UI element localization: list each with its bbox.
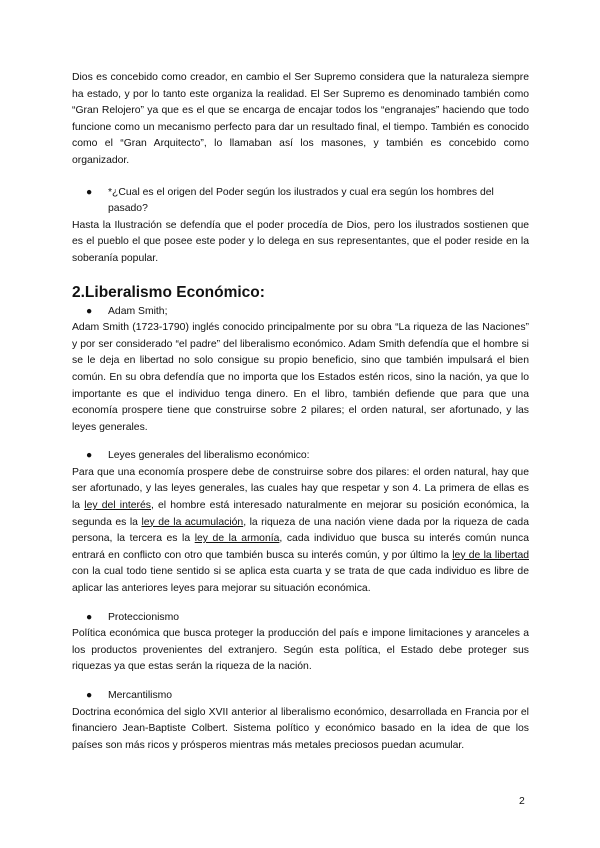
intro-paragraph: Dios es concebido como creador, en cambio el Ser Supremo considera que la naturaleza siempre ha estado, y por lo tanto este organiza la realidad. El Ser Supremo es denominado también como “Gran Relojero” ya que es el que se encarga de encajar todos los “engranajes” haciendo que todo funcione como un mecanismo perfecto para dar un resultado final, el tiempo. También es conocido como el “Gran Arquitecto”, lo llamaban así los masones, y también es concebido como organizador. [72,72,529,166]
bullet-label: Adam Smith; [108,305,168,317]
page-number: 2 [519,796,525,807]
section-heading: 2.Liberalismo Económico: [72,283,265,301]
ley-interes-term: ley del interés [84,500,151,512]
proteccionismo-paragraph: Política económica que busca proteger la producción del país e impone limitaciones y aranceles a los productos provenientes del extranjero. Según esta política, el Estado debe proteger sus riquezas ya que estas serán la riqueza de la nación. [72,628,529,673]
bullet-leyes-generales [72,448,529,465]
bullet-icon: ● [86,186,93,198]
leyes-text: , la riqueza de una nación viene dada por la riqueza de cada persona, la tercera es la [72,516,529,545]
bullet-label: Mercantilismo [108,690,173,701]
poder-paragraph: Hasta la Ilustración se defendía que el poder procedía de Dios, pero los ilustrados sostienen que es el pueblo el que posee este poder y lo delega en sus representantes, que el poder reside en la soberanía popular. [72,219,529,264]
bullet-question-poder [72,185,529,218]
leyes-paragraph [72,465,529,598]
document-page [72,70,529,754]
bullet-icon: ● [86,690,93,701]
bullet-icon: ● [86,450,93,462]
bullet-icon: ● [86,305,93,317]
bullet-mercantilismo [72,688,529,705]
smith-paragraph: Adam Smith (1723-1790) inglés conocido principalmente por su obra “La riqueza de las Naciones” y por ser considerado “el padre” del liberalismo económico. Adam Smith defendía que el hombre si se le deja en libertad no solo consigue su propio beneficio, sino que también impulsará el bien común. En su obra defendía que no importa que los Estados estén ricos, sino la nación, ya que lo importante es que el individuo tenga dinero. En el libro, también defiende que para que una economía prospere tiene que construirse sobre 2 pilares; el orden natural, ser afortunado, y las leyes generales. [72,322,529,433]
bullet-label: Proteccionismo [108,611,180,623]
ley-armonia-term: ley de la armonía [194,533,280,545]
leyes-text: Para que una economía prospere debe de construirse sobre dos pilares: el orden natural, hay que ser afortunado, y las leyes generales, las cuales hay que respetar y son 4. La primera de ellas es la [72,466,529,512]
question-text: *¿Cual es el origen del Poder según los ilustrados y cual era según los hombres del pasado? [108,186,494,215]
bullet-label: Leyes generales del liberalismo económico: [108,450,310,462]
ley-acumulacion-term: ley de la acumulación [141,516,244,528]
bullet-proteccionismo [72,610,529,627]
bullet-adam-smith [72,304,529,321]
bullet-icon: ● [86,611,93,623]
leyes-text: con la cual todo tiene sentido si se aplica esta cuarta y se trata de que cada individuo es libre de aplicar las anteriores leyes para mejorar su situación económica. [72,566,529,595]
leyes-text: , el hombre está interesado naturalmente en mejorar su posición económica, la segunda es la [72,500,529,528]
ley-libertad-term: ley de la libertad [452,549,529,561]
mercantilismo-paragraph: Doctrina económica del siglo XVII anterior al liberalismo económico, desarrollada en Francia por el financiero Jean-Baptiste Colbert. Sistema político y económico basado en la idea de que los países son más ricos y prósperos mientras más metales preciosos puedan acumular. [72,706,529,751]
leyes-text: , cada individuo que busca su interés común nunca entrará en conflicto con otro que también busca su interés común, y por último la [72,533,530,561]
